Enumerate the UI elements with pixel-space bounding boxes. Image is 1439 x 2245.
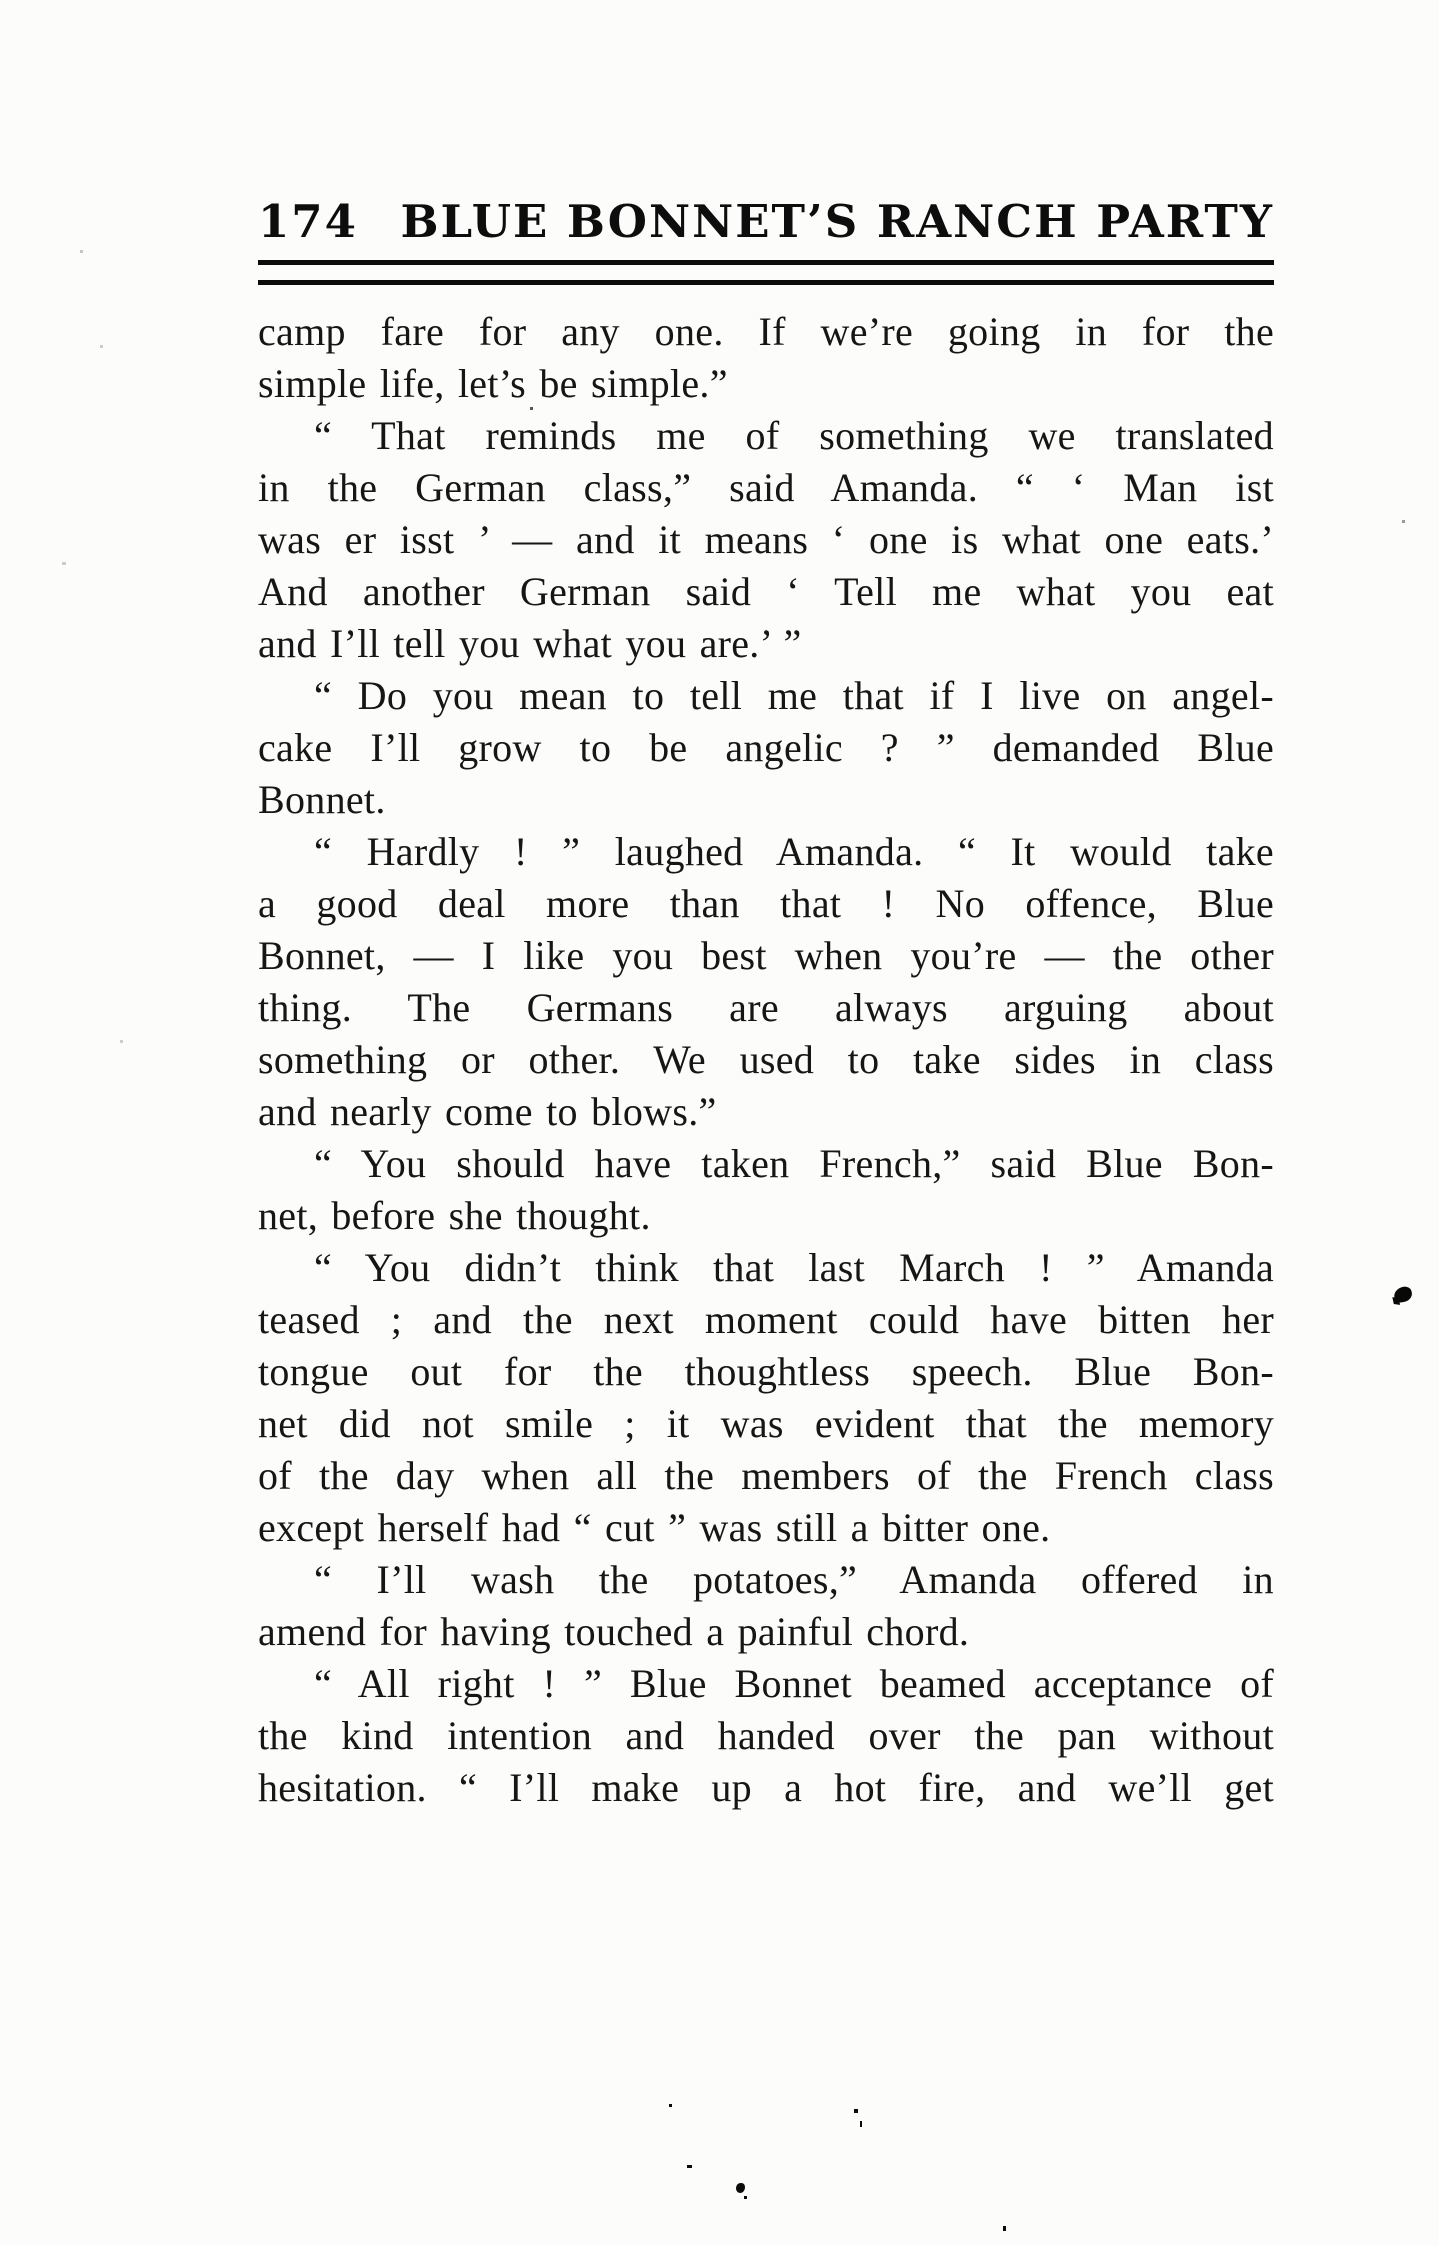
text-line: “ I’ll wash the potatoes,” Amanda offered in <box>314 1557 1274 1602</box>
text-line: “ You didn’t think that last March ! ” Amanda <box>314 1245 1274 1290</box>
running-title: BLUE BONNET’S RANCH PARTY <box>400 195 1274 248</box>
text-line: something or other. We used to take sides in class <box>258 1037 1274 1082</box>
speck <box>736 2183 745 2193</box>
paragraph <box>258 670 1274 826</box>
text-line: teased ; and the next moment could have bitten her <box>258 1297 1274 1342</box>
paragraph <box>258 410 1274 670</box>
text-line: camp fare for any one. If we’re going in for the <box>258 309 1274 354</box>
text-line: of the day when all the members of the French class <box>258 1453 1274 1498</box>
speck <box>854 2109 858 2113</box>
text-line: tongue out for the thoughtless speech. Blue Bon- <box>258 1349 1274 1394</box>
text-line: amend for having touched a painful chord. <box>258 1609 970 1654</box>
speck <box>744 2196 747 2199</box>
text-line: Bonnet, — I like you best when you’re — the other <box>258 933 1274 978</box>
text-line: “ That reminds me of something we translated <box>314 413 1274 458</box>
text-line: Bonnet. <box>258 777 386 822</box>
text-line: and nearly come to blows.” <box>258 1089 717 1134</box>
text-line: thing. The Germans are always arguing about <box>258 985 1274 1030</box>
speck <box>687 2165 692 2168</box>
paragraph <box>258 1138 1274 1242</box>
page-header <box>258 196 1274 248</box>
text-line: a good deal more than that ! No offence, Blue <box>258 881 1274 926</box>
text-line: “ Hardly ! ” laughed Amanda. “ It would take <box>314 829 1274 874</box>
page-body <box>258 306 1274 1814</box>
text-line: in the German class,” said Amanda. “ ‘ Man ist <box>258 465 1274 510</box>
text-line: net did not smile ; it was evident that the memory <box>258 1401 1274 1446</box>
speck <box>120 1040 123 1043</box>
speck <box>100 345 103 348</box>
text-line: net, before she thought. <box>258 1193 651 1238</box>
double-rule <box>258 260 1274 285</box>
ink-blot <box>1393 1285 1414 1303</box>
text-line: “ You should have taken French,” said Blue Bon- <box>314 1141 1274 1186</box>
speck <box>669 2104 672 2107</box>
text-line: hesitation. “ I’ll make up a hot fire, and we’ll get <box>258 1765 1274 1810</box>
paragraph <box>258 1554 1274 1658</box>
text-line: and I’ll tell you what you are.’ ” <box>258 621 802 666</box>
speck <box>1402 520 1405 523</box>
text-line: the kind intention and handed over the pan without <box>258 1713 1274 1758</box>
speck <box>62 562 66 565</box>
text-block <box>258 196 1274 1814</box>
speck <box>80 250 83 253</box>
page-number: 174 <box>258 195 358 248</box>
paragraph <box>258 826 1274 1138</box>
speck <box>530 407 533 410</box>
speck <box>860 2121 862 2127</box>
paragraph <box>258 306 1274 410</box>
text-line: except herself had “ cut ” was still a bitter one. <box>258 1505 1051 1550</box>
text-line: “ All right ! ” Blue Bonnet beamed acceptance of <box>314 1661 1274 1706</box>
paragraph <box>258 1242 1274 1554</box>
text-line: simple life, let’s be simple.” <box>258 361 728 406</box>
speck <box>1003 2226 1006 2231</box>
paragraph <box>258 1658 1274 1814</box>
text-line: was er isst ’ — and it means ‘ one is what one eats.’ <box>258 517 1274 562</box>
text-line: And another German said ‘ Tell me what you eat <box>258 569 1274 614</box>
text-line: cake I’ll grow to be angelic ? ” demanded Blue <box>258 725 1274 770</box>
text-line: “ Do you mean to tell me that if I live on angel- <box>314 673 1274 718</box>
